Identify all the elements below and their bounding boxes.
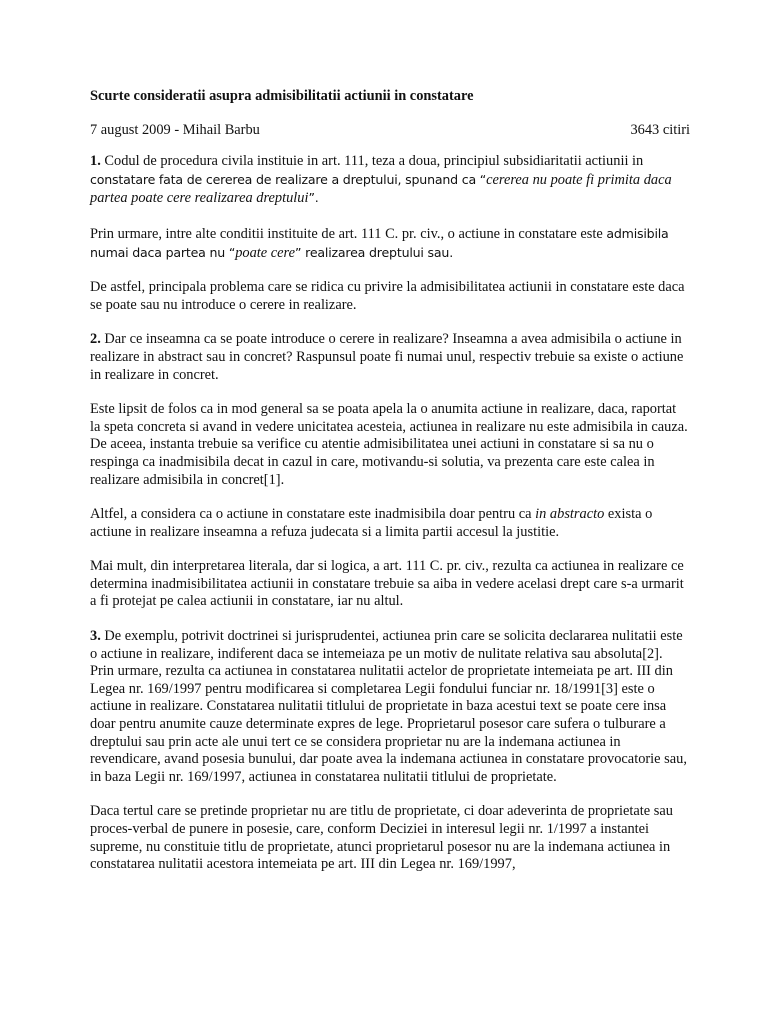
paragraph-text: De exemplu, potrivit doctrinei si jurisprudentei, actiunea prin care se solicita declararea nulitatii este o actiune in realizare, indiferent daca se intemeiaza pe un motiv de nulitate relativa sau absoluta[2]. Prin urmare, rezulta ca actiunea in constatarea nulitatii actelor de proprietate intemeiata pe art. III din Legea nr. 169/1997 pentru modificarea si completarea Legii fondului funciar nr. 18/1991[3] este o actiune in realizare. Constatarea nulitatii titlului de proprietate in baza acestui text se poate cere insa doar pentru anumite cauze determinate expres de lege. Proprietarul posesor care sufera o tulburare a dreptului sau prin acte ale unui tert ce se considera proprietar nu are la indemana actiunea in revendicare, avand posesia bunului, dar poate avea la indemana actiunea in constatare provocatorie sau, in baza Legii nr. 169/1997, actiunea in constatarea nulitatii titlului de proprietate. [90, 628, 687, 785]
paragraph-text: constatare fata de cererea de realizare a dreptului, spunand ca “ [90, 171, 487, 187]
paragraph-1 [90, 153, 690, 208]
document-page [90, 88, 690, 891]
paragraph-text: De astfel, principala problema care se ridica cu privire la admisibilitatea actiunii in constatare este daca se poate sau nu introduce o cerere in realizare. [90, 279, 685, 313]
paragraph-text: exista o actiune in realizare inseamna a refuza judecata si a limita partii accesul la justitie. [90, 506, 653, 540]
paragraph-text: admisibila numai daca partea nu “ [90, 225, 669, 260]
paragraph-text: ” realizarea dreptului sau. [295, 244, 453, 260]
paragraph-text: Mai mult, din interpretarea literala, dar si logica, a art. 111 C. pr. civ., rezulta ca actiunea in realizare ce determina inadmisibilitatea actiunii in constatare trebuie sa aiba in vedere acelasi drept care s-a urmarit a fi protejat pe calea actiunii in constatare, iar nu altul. [90, 558, 684, 610]
paragraph-7 [90, 558, 690, 611]
paragraph-text: Dar ce inseamna ca se poate introduce o cerere in realizare? Inseamna a avea admisibila o actiune in realizare in abstract sau in concret? Raspunsul poate fi numai unul, respectiv trebuie sa existe o actiune in realizare in concret. [90, 331, 684, 383]
paragraph-text: Altfel, a considera ca o actiune in constatare este inadmisibila doar pentru ca [90, 506, 536, 523]
date-author: 7 august 2009 - Mihail Barbu [90, 121, 260, 138]
quoted-text: cererea nu poate fi primita daca partea poate cere realizarea dreptului [90, 171, 672, 207]
paragraph-text: Codul de procedura civila instituie in art. 111, teza a doua, principiul subsidiaritatii actiunii in [100, 153, 644, 170]
section-number: 3. [90, 628, 101, 645]
paragraph-3 [90, 279, 690, 314]
paragraph-8 [90, 628, 690, 786]
paragraph-4 [90, 331, 690, 384]
paragraph-text: Prin urmare, intre alte conditii instituite de art. 111 C. pr. civ., o actiune in constatare este [90, 225, 607, 242]
paragraph-9 [90, 803, 690, 873]
paragraph-5 [90, 401, 690, 489]
paragraph-text: Este lipsit de folos ca in mod general sa se poata apela la o anumita actiune in realizare, daca, raportat la speta concreta si avand in vedere unicitatea acesteia, actiunea in realizare nu este admisibila in cauza. De aceea, instanta trebuie sa verifice cu atentie admisibilitatea unei actiuni in constatare si sa nu o respinga ca inadmisibila decat in cazul in care, motivandu-si solutia, va prezenta care este calea in realizare admisibila in concret[1]. [90, 401, 688, 488]
section-number: 2. [90, 331, 101, 348]
paragraph-text: Daca tertul care se pretinde proprietar nu are titlu de proprietate, ci doar adeverinta de proprietate sau proces-verbal de punere in posesie, care, conform Deciziei in interesul legii nr. 1/1997 a instantei supreme, nu constituie titlu de proprietate, atunci proprietarul posesor nu are la indemana actiunea in constatarea nulitatii acestora intemeiata pe art. III din Legea nr. 169/1997, [90, 803, 673, 873]
section-number: 1. [90, 153, 101, 170]
quoted-text: poate cere [235, 244, 295, 261]
paragraph-text: ”. [308, 190, 319, 206]
paragraph-6 [90, 506, 690, 541]
paragraph-2 [90, 225, 690, 262]
document-meta [90, 122, 690, 140]
read-count: 3643 citiri [630, 121, 690, 138]
document-title: Scurte consideratii asupra admisibilitatii actiunii in constatare [90, 88, 474, 104]
latin-term: in abstracto [535, 506, 605, 523]
